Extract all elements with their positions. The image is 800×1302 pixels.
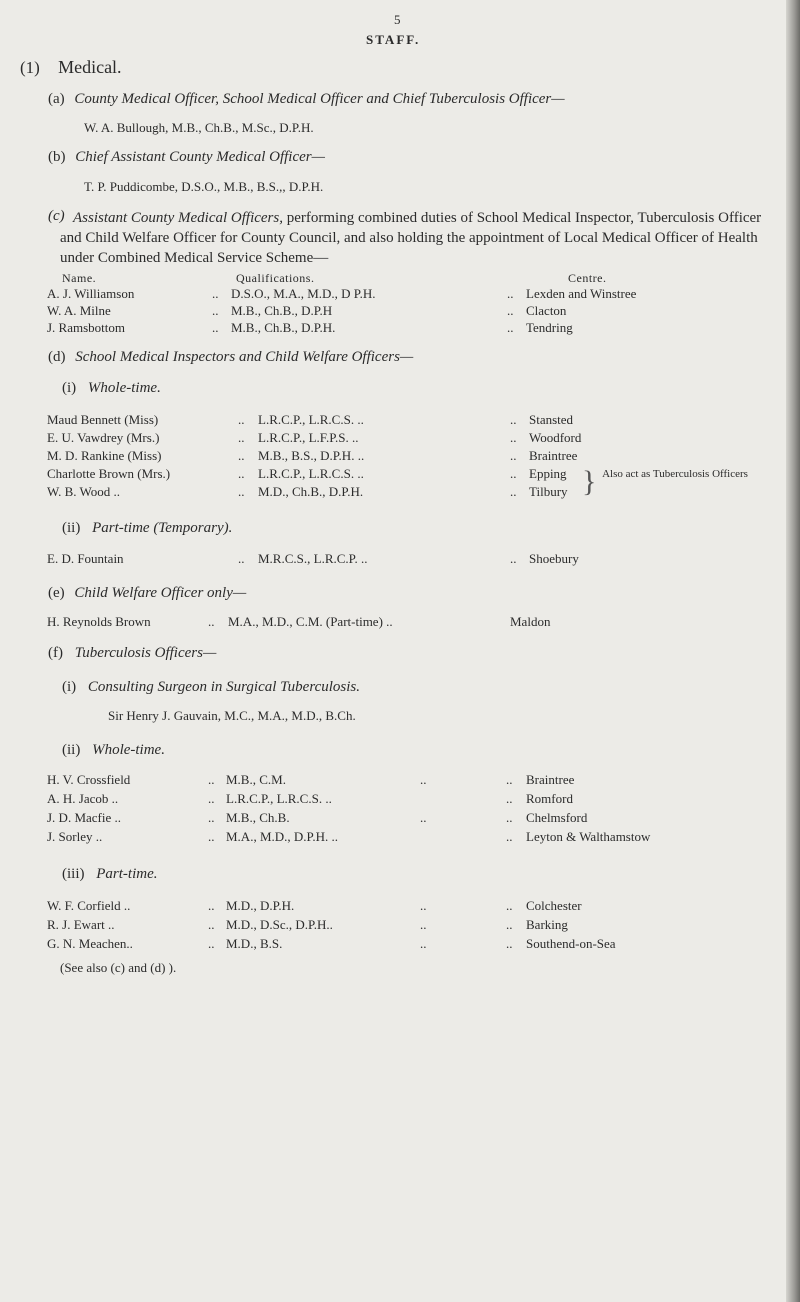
cell-name: W. A. Milne	[47, 303, 111, 318]
cell-centre: Woodford	[529, 430, 582, 445]
section-a-text: County Medical Officer, School Medical Officer and Chief Tuberculosis Officer—	[74, 91, 565, 107]
see-also-note: (See also (c) and (d) ).	[60, 960, 177, 975]
cell-name: H. V. Crossfield	[47, 772, 131, 787]
leader: ..	[208, 917, 215, 932]
leader: ..	[208, 810, 215, 825]
section-f-title	[48, 645, 216, 662]
section-d-i-label: (i)	[62, 380, 77, 396]
cell-centre: Braintree	[529, 448, 578, 463]
section-a-title	[48, 91, 565, 108]
section-c-italic: Assistant County Medical Officers,	[73, 210, 283, 226]
leader: ..	[208, 936, 215, 951]
leader: ..	[420, 936, 427, 951]
cell-qualifications: M.B., Ch.B., D.P.H	[231, 303, 333, 318]
table-row	[0, 917, 800, 937]
leader: ..	[238, 551, 245, 566]
leader: ..	[208, 772, 215, 787]
section-b-text: Chief Assistant County Medical Officer—	[75, 149, 325, 165]
table-row	[0, 898, 800, 918]
table-row	[0, 829, 800, 849]
header-name: Name.	[62, 271, 97, 285]
cell-name: G. N. Meachen..	[47, 936, 133, 951]
section-d-text: School Medical Inspectors and Child Welfare Officers—	[75, 349, 414, 365]
cell-centre: Leyton & Walthamstow	[526, 829, 651, 844]
section-d-label: (d)	[48, 349, 66, 365]
page-number: 5	[394, 12, 401, 27]
header-centre: Centre.	[568, 271, 607, 285]
cell-name: E. D. Fountain	[47, 551, 124, 566]
cell-name: M. D. Rankine (Miss)	[47, 448, 162, 463]
leader: ..	[208, 614, 215, 629]
leader: ..	[208, 791, 215, 806]
heading	[20, 57, 122, 78]
cell-centre: Braintree	[526, 772, 575, 787]
cell-name: E. U. Vawdrey (Mrs.)	[47, 430, 160, 445]
also-act-note: Also act as Tuberculosis Officers	[602, 468, 748, 480]
cell-name: J. D. Macfie ..	[47, 810, 122, 825]
cell-name: W. B. Wood ..	[47, 484, 120, 499]
section-c-text: performing combined duties of School Medical Inspector, Tuberculosis Officer and Child Welfare Officer for County Council, and also holding the appointment of Local Medical Officer of Health under Combined Medical Service Scheme—	[60, 210, 762, 266]
cell-centre: Chelmsford	[526, 810, 588, 825]
cell-qualifications: L.R.C.P., L.R.C.S. ..	[258, 466, 364, 481]
leader: ..	[238, 412, 245, 427]
section-d-ii-text: Part-time (Temporary).	[92, 520, 233, 536]
table-row	[0, 810, 800, 830]
leader: ..	[506, 917, 513, 932]
leader: ..	[507, 303, 514, 318]
section-title: STAFF.	[366, 32, 421, 47]
leader: ..	[212, 303, 219, 318]
cell-centre: Stansted	[529, 412, 574, 427]
leader: ..	[506, 898, 513, 913]
leader: ..	[208, 898, 215, 913]
heading-number: (1)	[20, 58, 40, 77]
table-row	[0, 484, 800, 504]
cell-centre: Lexden and Winstree	[526, 286, 637, 301]
leader: ..	[238, 448, 245, 463]
section-d-ii-label: (ii)	[62, 520, 81, 536]
leader: ..	[506, 829, 513, 844]
cell-qualifications: M.R.C.S., L.R.C.P. ..	[258, 551, 368, 566]
cell-qualifications: M.B., Ch.B.	[226, 810, 290, 825]
table-row	[0, 936, 800, 956]
cell-name: J. Ramsbottom	[47, 320, 126, 335]
section-f-ii-text: Whole-time.	[92, 742, 165, 758]
section-b-title	[48, 149, 325, 166]
leader: ..	[506, 772, 513, 787]
leader: ..	[510, 412, 517, 427]
table-row	[0, 320, 800, 340]
section-f-i-text: Consulting Surgeon in Surgical Tuberculosis.	[87, 679, 361, 695]
cell-qualifications: L.R.C.P., L.F.P.S. ..	[258, 430, 359, 445]
leader: ..	[510, 448, 517, 463]
section-f-ii-label: (ii)	[62, 742, 81, 758]
table-row	[0, 614, 800, 634]
section-b-name: T. P. Puddicombe, D.S.O., M.B., B.S.,, D.P.H.	[84, 179, 324, 194]
leader: ..	[420, 810, 427, 825]
leader: ..	[506, 810, 513, 825]
cell-centre: Epping	[529, 466, 567, 481]
section-f-iii-label: (iii)	[62, 866, 85, 882]
cell-centre: Tendring	[526, 320, 573, 335]
section-f-ii-title	[62, 742, 165, 759]
cell-qualifications: M.A., M.D., D.P.H. ..	[226, 829, 338, 844]
cell-qualifications: M.D., B.S.	[226, 936, 283, 951]
section-f-label: (f)	[48, 645, 63, 661]
cell-name: W. F. Corfield ..	[47, 898, 131, 913]
cell-centre: Romford	[526, 791, 573, 806]
leader: ..	[238, 484, 245, 499]
leader: ..	[506, 936, 513, 951]
leader: ..	[208, 829, 215, 844]
section-e-title	[48, 585, 246, 602]
cell-centre: Shoebury	[529, 551, 579, 566]
cell-qualifications: M.D., D.Sc., D.P.H..	[226, 917, 333, 932]
leader: ..	[238, 430, 245, 445]
section-e-text: Child Welfare Officer only—	[74, 585, 247, 601]
header-qualifications: Qualifications.	[236, 271, 315, 285]
cell-name: Maud Bennett (Miss)	[47, 412, 159, 427]
table-row	[0, 791, 800, 811]
cell-qualifications: M.B., Ch.B., D.P.H.	[231, 320, 336, 335]
section-f-text: Tuberculosis Officers—	[74, 645, 217, 661]
table-row	[0, 430, 800, 450]
section-a-name: W. A. Bullough, M.B., Ch.B., M.Sc., D.P.H.	[84, 120, 314, 135]
cell-qualifications: M.D., D.P.H.	[226, 898, 295, 913]
cell-centre: Tilbury	[529, 484, 568, 499]
cell-qualifications: M.B., C.M.	[226, 772, 286, 787]
section-f-iii-title	[62, 866, 158, 883]
table-row	[0, 551, 800, 571]
leader: ..	[510, 551, 517, 566]
table-row	[0, 412, 800, 432]
section-e-label: (e)	[48, 585, 65, 601]
section-c-label: (c)	[48, 208, 65, 224]
cell-qualifications: D.S.O., M.A., M.D., D P.H.	[231, 286, 376, 301]
leader: ..	[238, 466, 245, 481]
leader: ..	[420, 772, 427, 787]
section-f-i-label: (i)	[62, 679, 77, 695]
cell-centre: Clacton	[526, 303, 567, 318]
leader: ..	[506, 791, 513, 806]
cell-name: H. Reynolds Brown	[47, 614, 151, 629]
section-c-paragraph	[60, 208, 785, 268]
page-edge-shadow	[786, 0, 800, 1302]
leader: ..	[510, 466, 517, 481]
consulting-surgeon-name: Sir Henry J. Gauvain, M.C., M.A., M.D., B.Ch.	[108, 708, 356, 723]
leader: ..	[510, 484, 517, 499]
table-row	[0, 772, 800, 792]
cell-qualifications: M.B., B.S., D.P.H. ..	[258, 448, 365, 463]
section-a-label: (a)	[48, 91, 65, 107]
cell-name: A. J. Williamson	[47, 286, 135, 301]
section-b-label: (b)	[48, 149, 66, 165]
cell-centre: Maldon	[510, 614, 551, 629]
heading-title: Medical.	[58, 57, 122, 77]
cell-qualifications: M.D., Ch.B., D.P.H.	[258, 484, 364, 499]
leader: ..	[212, 320, 219, 335]
brace: }	[582, 465, 597, 498]
cell-name: Charlotte Brown (Mrs.)	[47, 466, 171, 481]
section-d-i-text: Whole-time.	[87, 380, 161, 396]
cell-qualifications: L.R.C.P., L.R.C.S. ..	[226, 791, 332, 806]
cell-name: R. J. Ewart ..	[47, 917, 115, 932]
table-row	[0, 448, 800, 468]
leader: ..	[212, 286, 219, 301]
leader: ..	[507, 320, 514, 335]
leader: ..	[420, 917, 427, 932]
cell-name: J. Sorley ..	[47, 829, 103, 844]
cell-qualifications: M.A., M.D., C.M. (Part-time) ..	[228, 614, 393, 629]
section-f-i-title	[62, 679, 360, 696]
leader: ..	[510, 430, 517, 445]
section-d-i-title	[62, 380, 161, 397]
cell-qualifications: L.R.C.P., L.R.C.S. ..	[258, 412, 364, 427]
cell-name: A. H. Jacob ..	[47, 791, 119, 806]
section-f-iii-text: Part-time.	[96, 866, 158, 882]
leader: ..	[420, 898, 427, 913]
section-d-ii-title	[62, 520, 232, 537]
section-d-title	[48, 349, 413, 366]
cell-centre: Southend-on-Sea	[526, 936, 616, 951]
cell-centre: Colchester	[526, 898, 582, 913]
cell-centre: Barking	[526, 917, 568, 932]
leader: ..	[507, 286, 514, 301]
